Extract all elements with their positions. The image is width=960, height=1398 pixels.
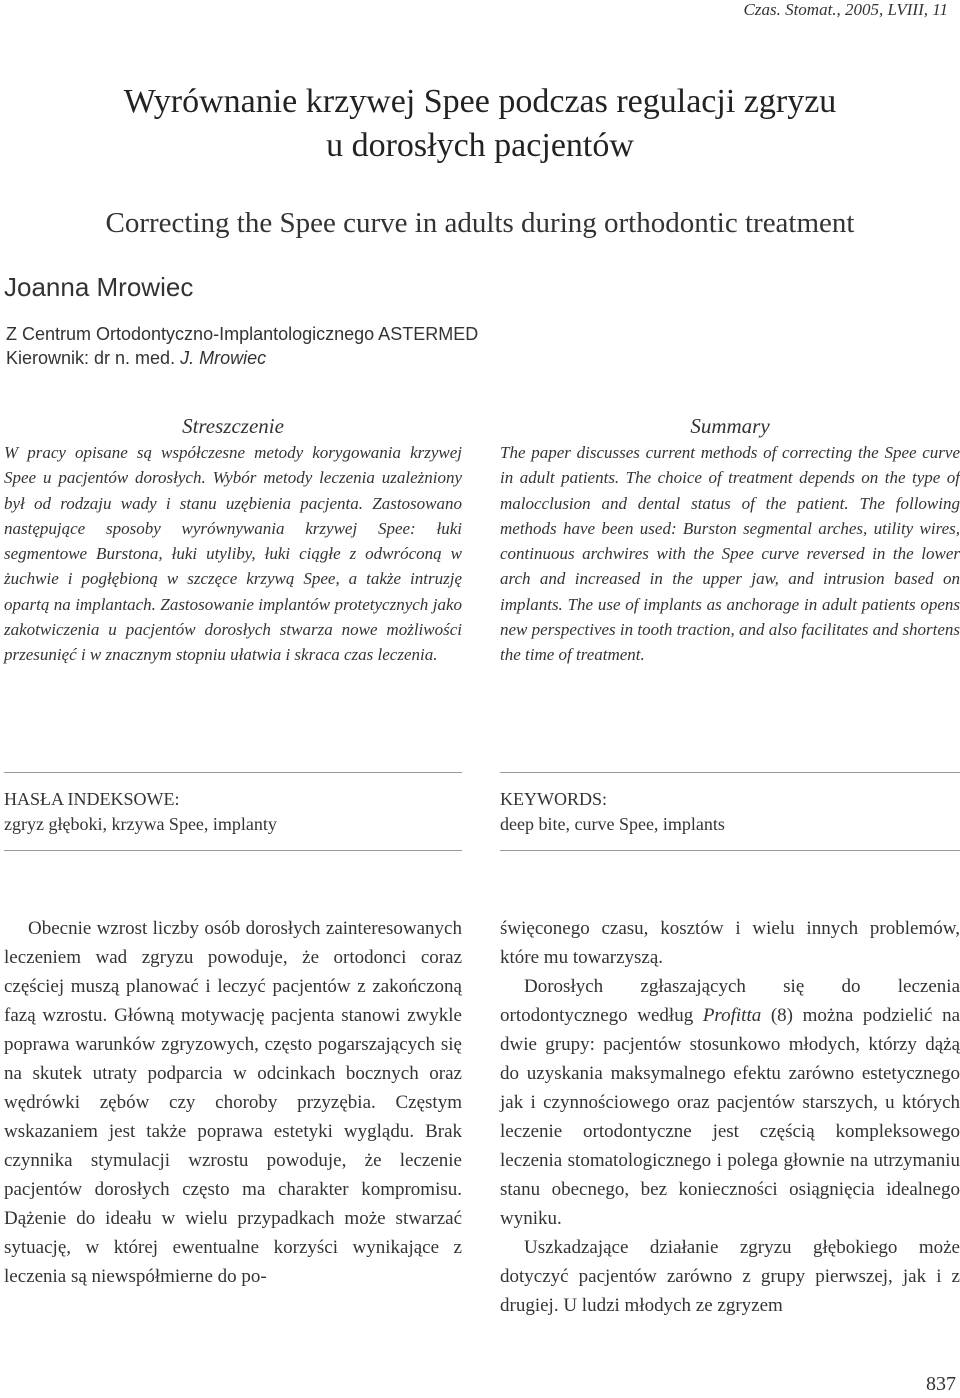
author-name: Joanna Mrowiec xyxy=(4,272,194,302)
divider-right-bottom xyxy=(500,850,960,851)
page-number: 837 xyxy=(926,1373,956,1395)
article-title-english: Correcting the Spee curve in adults during orthodontic treatment xyxy=(105,207,855,239)
divider-left-top xyxy=(4,772,462,773)
department-head-name: J. Mrowiec xyxy=(180,348,267,368)
body-paragraph: Obecnie wzrost liczby osób dorosłych zainteresowanych leczeniem wad zgryzu powoduje, że ortodonci coraz częściej muszą planować i leczyć pacjentów z zakończoną fazą wzrostu. Główną motywację pacjenta stanowi zwykle poprawa warunków zgryzowych, często pogarszających się na skutek utraty podparcia w odcinkach bocznych oraz wędrówki zębów czy choroby przyzębia. Częstym wskazaniem jest także poprawa estetyki wyglądu. Brak czynnika stymulacji wzrostu powoduje, że leczenie pacjentów dorosłych często ma charakter kompromisu. Dążenie do ideału w wielu przypadkach może stwarzać sytuację, w której ewentualne korzyści wynikające z leczenia są niewspółmierne do po- xyxy=(4,918,462,1287)
keywords-en-heading: KEYWORDS: xyxy=(500,789,607,809)
article-title-line-2: u dorosłych pacjentów xyxy=(326,127,634,164)
citation-author: Profitta xyxy=(702,1005,762,1026)
abstract-en-text: The paper discusses current methods of correcting the Spee curve in adult patients. The choice of treatment depends on the type of malocclusion and dental status of the patient. The following methods have been used: Burston segmental arches, utility wires, continuous archwires with the Spee curve reversed in the lower arch and increased in the upper jaw, and intrusion based on implants. The use of implants as anchorage in adult patients opens new perspectives in tooth traction, and also facilitates and shortens the time of treatment. xyxy=(500,443,960,665)
body-text-span: (8) można podzielić na dwie grupy: pacjentów stosunkowo młodych, którzy dążą do uzyskania maksymalnego efektu zarówno estetycznego jak i czynnościowego oraz pacjentów starszych, u których leczenie ortodontyczne jest częścią kompleksowego leczenia stomatologicznego i polega głownie na utrzymaniu stanu obecnego, bez konieczności osiągnięcia idealnego wyniku. xyxy=(500,1005,960,1229)
abstract-pl-heading: Streszczenie xyxy=(182,414,284,438)
body-text-span: Dorosłych zgłaszających się do leczenia ortodontycznego według xyxy=(500,976,960,1026)
abstract-pl-text: W pracy opisane są współczesne metody korygowania krzywej Spee u pacjentów dorosłych. Wybór metody leczenia uzależniony był od rodzaju wady i stanu uzębienia pacjenta. Zastosowano następujące sposoby wyrównywania krzywej Spee: łuki segmentowe Burstona, łuki utyliby, łuki ciągłe z odwróconą w żuchwie i pogłębioną w szczęce krzywą Spee, a także intruzję opartą na implantach. Zastosowanie implantów protetycznych jako zakotwiczenia u pacjentów dorosłych stwarza nowe możliwości przesunięć i w znacznym stopniu ułatwia i skraca czas leczenia. xyxy=(4,443,462,665)
body-paragraph-continued: święconego czasu, kosztów i wielu innych problemów, które mu towarzyszą. xyxy=(500,918,960,968)
body-column-right xyxy=(500,914,960,1320)
journal-citation: Czas. Stomat., 2005, LVIII, 11 xyxy=(743,0,948,19)
department-head-prefix: Kierownik: dr n. med. xyxy=(6,348,176,368)
divider-right-top xyxy=(500,772,960,773)
divider-left-bottom xyxy=(4,850,462,851)
article-title-line-1: Wyrównanie krzywej Spee podczas regulacji zgryzu xyxy=(123,83,837,120)
department-head xyxy=(6,348,266,369)
keywords-pl-text: zgryz głęboki, krzywa Spee, implanty xyxy=(4,814,277,834)
body-paragraph: Uszkadzające działanie zgryzu głębokiego może dotyczyć pacjentów zarówno z grupy pierwszej, jak i z drugiej. U ludzi młodych ze zgryzem xyxy=(500,1237,960,1316)
keywords-en-text: deep bite, curve Spee, implants xyxy=(500,814,725,834)
body-column-left xyxy=(4,914,462,1291)
abstract-en-heading: Summary xyxy=(690,414,770,438)
author-affiliation: Z Centrum Ortodontyczno-Implantologicznego ASTERMED xyxy=(6,324,479,344)
body-paragraph xyxy=(500,972,960,1233)
keywords-pl-heading: HASŁA INDEKSOWE: xyxy=(4,789,180,809)
